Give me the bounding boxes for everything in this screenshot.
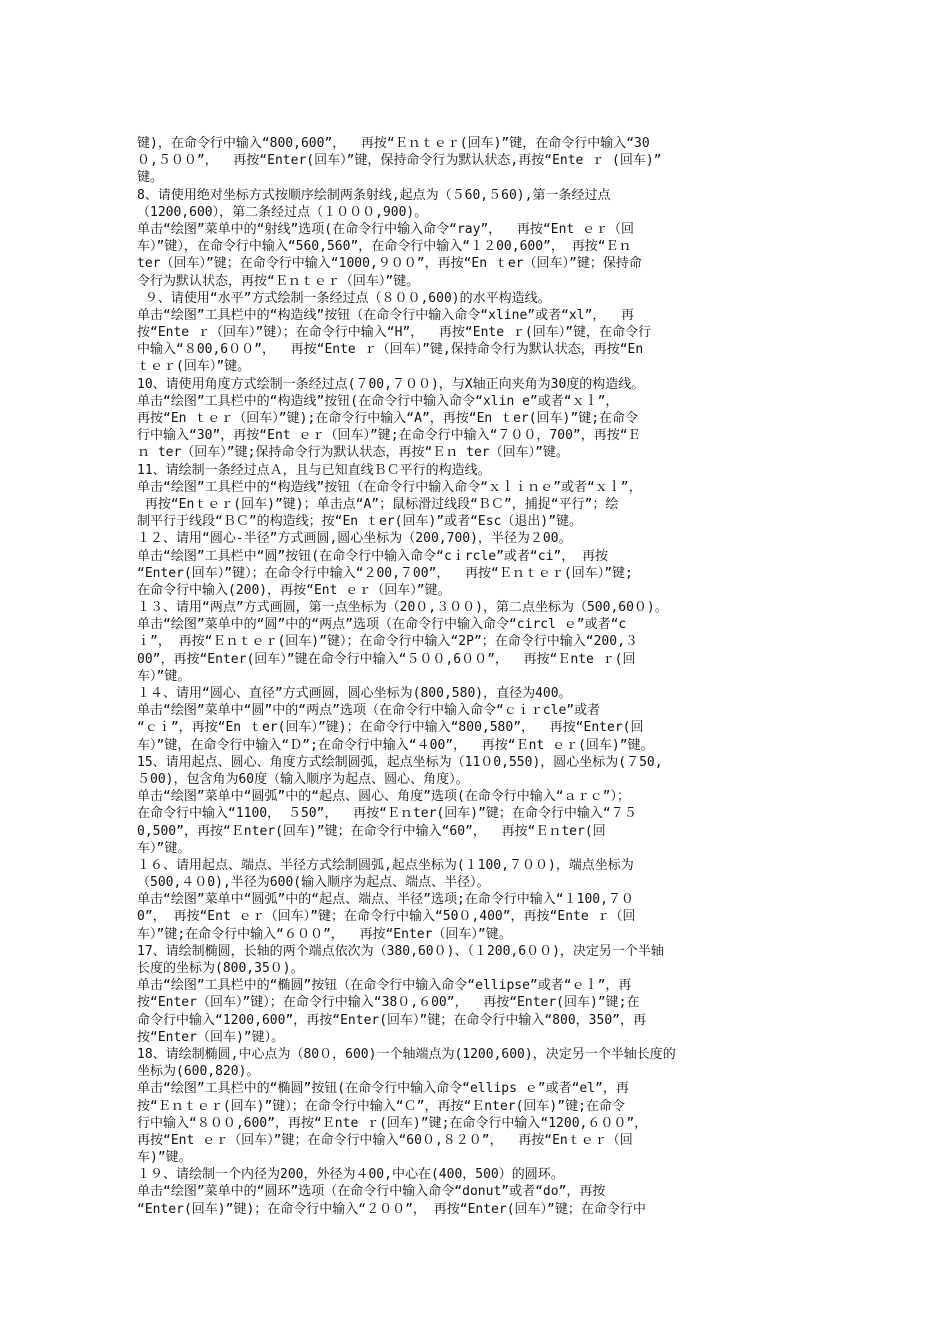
- text-line: 长度的坐标为(800,35０)。: [137, 961, 304, 976]
- text-line: 单击“绘图”菜单中“圆”中的“两点”选项（在命令行中输入命令“ｃｉｒcle”或者: [137, 703, 601, 719]
- text-line: ５00)，包含角为60度（输入顺序为起点、圆心、角度）。: [137, 771, 469, 787]
- text-line: １４、请用“圆心、直径”方式画圆，圆心坐标为(800,580)，直径为400。: [137, 686, 572, 701]
- text-line: “Enter(回车)”键)；在命令行中输入“２００”， 再按“Enter(回车）”键；在命令行中: [137, 1201, 646, 1217]
- text-line: 单击“绘图”工具栏中“圆”按钮(在命令行中输入命令“cｉrcle”或者“ci”， 再按: [137, 548, 609, 564]
- text-line: 8、请使用绝对坐标方式按顺序绘制两条射线,起点为（５60,５60),第一条经过点: [137, 187, 611, 203]
- text-line: 按“Enter（回车)”键）。: [137, 1029, 285, 1045]
- text-line: 在命令行中输入(200)，再按“Ent ｅｒ（回车）”键。: [137, 582, 451, 598]
- text-line: 坐标为(600,820)。: [137, 1064, 260, 1080]
- text-line: １６、请用起点、端点、半径方式绘制圆弧,起点坐标为(１100,７００)，端点坐标为: [137, 857, 634, 873]
- text-line: ０,５００”， 再按“Enter(回车）”键，保持命令行为默认状态,再按“Ente ｒ (回车)”: [137, 153, 662, 169]
- text-line: 行中输入“８００,600”，再按“Ｅnte ｒ(回车)”键;在命令行中输入“1200,６００”，: [137, 1115, 648, 1131]
- text-line: 单击“绘图”菜单中“圆弧”中的“起点、端点、半径”选项;在命令行中输入“１100,７０: [137, 892, 634, 908]
- text-line: 中输入“８00,6００”， 再按“Ente ｒ（回车）”键,保持命令行为默认状态，再按“En: [137, 342, 644, 358]
- text-line: “Enter(回车）”键）；在命令行中输入“２00,７00”， 再按“Ｅｎｔｅｒ(回车）”键;: [137, 565, 633, 581]
- text-line: 车)”键。: [137, 1150, 192, 1166]
- text-line: 0”， 再按“Ent ｅｒ（回车）”键；在命令行中输入“50０,400”，再按“Ente ｒ（回: [137, 909, 636, 925]
- text-line: 单击“绘图”菜单中的“圆”中的“两点”选项（在命令行中输入命令“circl ｅ”或者“c: [137, 617, 627, 633]
- text-line: ｎ ter（回车）”键;保持命令行为默认状态，再按“Ｅｎ ter（回车）”键。: [137, 445, 569, 461]
- text-line: 命令行中输入“1200,600”，再按“Enter(回车）”键；在命令行中输入“800，350”，再: [137, 1012, 646, 1028]
- text-line: 车）”键，在命令行中输入“Ｄ”;在命令行中输入“４00”， 再按“Ｅnt ｅｒ(回车)”键。: [137, 737, 654, 753]
- text-line: ter（回车）”键；在命令行中输入“1000,９００”，再按“En ｔer（回车）”键；保持命: [137, 256, 642, 272]
- text-line: 再按“En ｔｅｒ（回车）”键);在命令行中输入“A”，再按“En ｔer(回车)”键;在命令: [137, 411, 639, 426]
- text-line: 键。: [137, 170, 164, 186]
- text-line: 10、请使用角度方式绘制一条经过点(７00,７００)，与X轴正向夹角为30度的构造线。: [137, 376, 645, 392]
- text-line: 按“Ente ｒ（回车）”键）；在命令行中输入“H”， 再按“Ente ｒ(回车）”键，在命令行: [137, 325, 652, 341]
- text-line: 车）”键），在命令行中输入“560,560”，在命令行中输入“１２00,600”， 再按“Ｅｎ: [137, 239, 632, 255]
- text-line: 单击“绘图”工具栏中的“构造线”按钮（在命令行中输入命令“ｘｌｉｎｅ”或者“ｘｌ”，: [137, 479, 642, 495]
- text-line: 18、请绘制椭圆,中心点为（80０，600)一个轴端点为(1200,600)，决定另一个半轴长度的: [137, 1046, 676, 1062]
- text-line: 0,500”，再按“Ｅnter(回车)”键；在命令行中输入“60”， 再按“Ｅｎter(回: [137, 823, 606, 839]
- text-line: １２、请用“圆心-半径”方式画圆,圆心坐标为（200,700)，半径为２00。: [137, 531, 572, 547]
- text-line: ９、请使用“水平”方式绘制一条经过点（８００,600)的水平构造线。: [137, 290, 551, 306]
- text-line: 令行为默认状态，再按“Ｅｎｔｅｒ（回车）”键。: [137, 273, 420, 289]
- text-line: （500,４０0),半径为600(输入顺序为起点、端点、半径）。: [137, 875, 490, 891]
- text-line: 单击“绘图”工具栏中的“构造线”按钮(在命令行中输入命令“xlin e”或者“ｘｌ”，: [137, 393, 619, 409]
- text-line: 再按“Ent ｅｒ（回车）”键；在命令行中输入“60０,８２０”， 再按“Enｔｅｒ（回: [137, 1132, 633, 1148]
- text-line: 11、请绘制一条经过点Ａ，且与已知直线ＢＣ平行的构造线。: [137, 462, 491, 478]
- document-page: [137, 135, 817, 1218]
- text-line: 车）”键。: [137, 668, 191, 684]
- text-line: ｔｅｒ(回车）”键。: [137, 359, 251, 375]
- text-line: 单击“绘图”菜单中“圆弧”中的“起点、圆心、角度”选项(在命令行中输入“ａｒｃ”）；: [137, 789, 630, 805]
- text-line: 00”，再按“Enter(回车）”键在命令行中输入“５００,6００”， 再按“Ｅnte ｒ(回: [137, 651, 636, 667]
- text-line: 17、请绘制椭圆，长轴的两个端点依次为（380,60０)、（１200,6００)，决定另一个半轴: [137, 943, 664, 959]
- text-line: （1200,600），第二条经过点（１０００,900)。: [137, 204, 428, 220]
- text-line: １９、请绘制一个内径为200，外径为４00,中心在(400，500）的圆环。: [137, 1167, 564, 1183]
- text-line: 车）”键。: [137, 840, 191, 856]
- text-line: 行中输入“30”，再按“Ent ｅｒ（回车）”键;在命令行中输入“７００，700”，再按“Ｅ: [137, 428, 641, 444]
- text-line: 单击“绘图”菜单中的“圆环”选项（在命令行中输入命令“donut”或者“do”，再按: [137, 1184, 606, 1200]
- text-line: 再按“Enｔｅｒ(回车)”键)；单击点“A”；鼠标滑过线段“ＢＣ”，捕捉“平行”；绘: [137, 496, 619, 512]
- text-line: 键)，在命令行中输入“800,600”， 再按“Ｅｎｔｅｒ(回车)”键，在命令行中输入“30: [137, 136, 650, 151]
- text-line: 按“Ｅｎｔｅｒ(回车)”键）；在命令行中输入“Ｃ”，再按“Ｅnter(回车)”键;在命令: [137, 1098, 625, 1114]
- text-line: 在命令行中输入“1100， ５50”， 再按“Ｅｎter(回车)”键；在命令行中输入“７５: [137, 806, 637, 822]
- text-line: １３、请用“两点”方式画圆，第一点坐标为（20０,３００)，第二点坐标为（500,60０)。: [137, 600, 668, 616]
- text-line: 15、请用起点、圆心、角度方式绘制圆弧，起点坐标为（11０0,550)，圆心坐标为(７50,: [137, 754, 663, 770]
- text-line: 按“Enter（回车）”键）；在命令行中输入“38０,６00”， 再按“Enter(回车)”键;在: [137, 995, 640, 1011]
- text-line: 车）”键;在命令行中输入“６００”， 再按“Enter（回车）”键。: [137, 926, 512, 942]
- text-line: “ｃｉ”，再按“En ｔer(回车）”键)；在命令行中输入“800,580”， 再按“Enter(回: [137, 720, 644, 736]
- text-line: 单击“绘图”工具栏中的“构造线”按钮（在命令行中输入命令“xline”或者“xl”， 再: [137, 307, 635, 323]
- text-line: ｉ”， 再按“Ｅｎｔｅｒ(回车)”键）；在命令行中输入“2P”；在命令行中输入“200,３: [137, 634, 638, 650]
- text-line: 制平行于线段“ＢＣ”的构造线；按“En ｔer(回车)”或者“Esc（退出)”键。: [137, 514, 583, 530]
- text-line: 单击“绘图”菜单中的“射线”选项(在命令行中输入命令“ray”， 再按“Ent ｅｒ（回: [137, 221, 635, 237]
- text-line: 单击“绘图”工具栏中的“椭圆”按钮(在命令行中输入命令“ellips ｅ”或者“el”，再: [137, 1081, 629, 1097]
- text-line: 单击“绘图”工具栏中的“椭圆”按钮（在命令行中输入命令“ellipse”或者“ｅｌ”，再: [137, 978, 632, 994]
